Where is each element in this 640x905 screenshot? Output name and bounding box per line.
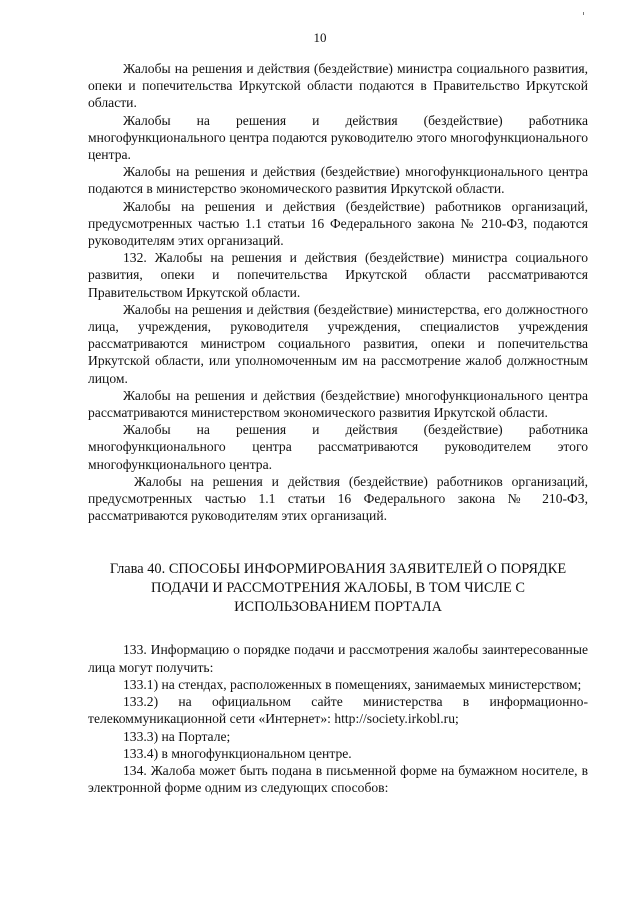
paragraph: 133.4) в многофункциональном центре. — [123, 745, 352, 761]
paragraph: Жалобы на решения и действия (бездействие) работника многофункционального центра рассматриваются руководителем этого многофункционального центра. — [88, 422, 588, 472]
paragraph: 133.3) на Портале; — [123, 728, 231, 744]
page-number: 10 — [313, 30, 327, 45]
document-body — [88, 60, 588, 796]
paragraph: Жалобы на решения и действия (бездействие) работника многофункционального центра подаются руководителю этого многофункционального центра. — [88, 112, 588, 163]
paragraph: Жалобы на решения и действия (бездействие) министерства, его должностного лица, учреждения, руководителя учреждения, специалистов учреждения рассматриваются министром социального развития, опеки и попечительства Иркутской области, или уполномоченным им на рассмотрение жалоб должностным лицом. — [88, 301, 588, 386]
paragraph: Жалобы на решения и действия (бездействие) многофункционального центра подаются в министерство экономического развития Иркутской области. — [88, 164, 588, 197]
paragraph: Жалобы на решения и действия (бездействие) работников организаций, предусмотренных частью 1.1 статьи 16 Федерального закона № 210-ФЗ, рассматриваются руководителям этих организаций. — [88, 473, 588, 524]
paragraph: 133. Информацию о порядке подачи и рассмотрения жалобы заинтересованные лица могут получить: — [88, 642, 588, 675]
paragraph: Жалобы на решения и действия (бездействие) работников организаций, предусмотренных частью 1.1 статьи 16 Федерального закона № 210-ФЗ, подаются руководителям этих организаций. — [88, 198, 588, 249]
paragraph: 132. Жалобы на решения и действия (бездействие) министра социального развития, опеки и попечительства Иркутской области рассматриваются Правительством Иркутской области. — [88, 250, 588, 300]
paragraph: Жалобы на решения и действия (бездействие) министра социального развития, опеки и попечительства Иркутской области подаются в Правительство Иркутской области. — [88, 61, 588, 111]
paragraph: 133.1) на стендах, расположенных в помещениях, занимаемых министерством; — [123, 676, 582, 692]
chapter-heading: Глава 40. СПОСОБЫ ИНФОРМИРОВАНИЯ ЗАЯВИТЕЛЕЙ О ПОРЯДКЕ ПОДАЧИ И РАССМОТРЕНИЯ ЖАЛОБЫ, В ТОМ ЧИСЛЕ С ИСПОЛЬЗОВАНИЕМ ПОРТАЛА — [109, 561, 567, 616]
scan-speck — [583, 12, 584, 15]
paragraph: 134. Жалоба может быть подана в письменной форме на бумажном носителе, в электронной форме одним из следующих способов: — [88, 762, 588, 796]
paragraph: 133.2) на официальном сайте министерства в информационно-телекоммуникационной сети «Интернет»: http://society.irkobl.ru; — [88, 694, 588, 727]
paragraph: Жалобы на решения и действия (бездействие) многофункционального центра рассматриваются министерством экономического развития Иркутской области. — [88, 387, 588, 421]
